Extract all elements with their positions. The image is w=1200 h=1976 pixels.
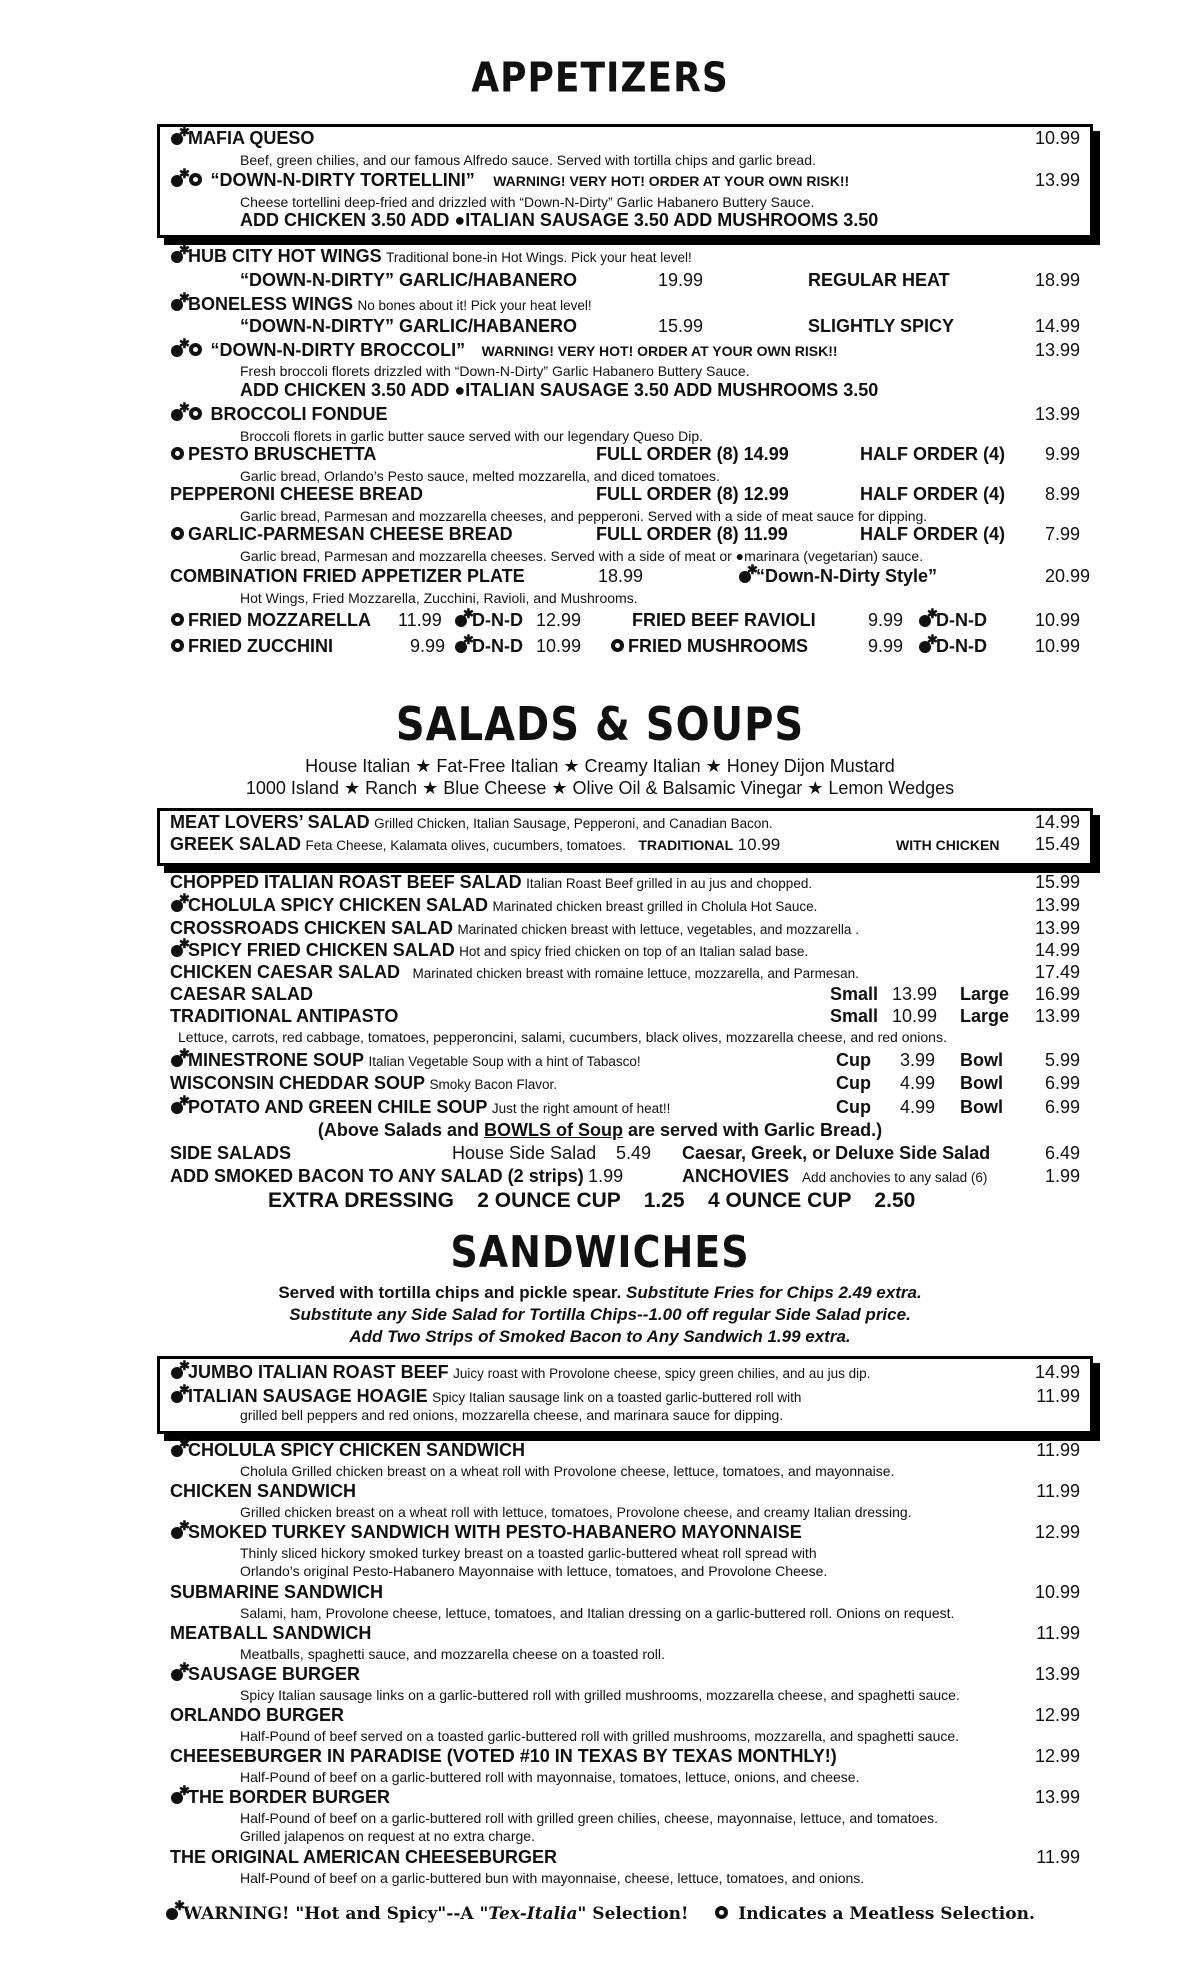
item-description: Spicy Italian sausage links on a garlic-buttered roll with grilled mushrooms, mozzarella cheese, and spaghetti sauce.: [240, 1687, 960, 1703]
hot-and-spicy-icon: [170, 1524, 188, 1539]
item-description: grilled bell peppers and red onions, mozzarella cheese, and marinara sauce for dipping.: [240, 1407, 784, 1423]
fried-row: FRIED MOZZARELLA 11.99 ✱ D-N-D 12.99 FRIED BEEF RAVIOLI 9.99 ✱ D-N-D 10.99: [170, 610, 1080, 631]
menu-item: GARLIC-PARMESAN CHEESE BREAD FULL ORDER (8) 11.99 HALF ORDER (4) 7.99: [170, 524, 1080, 545]
menu-item: PESTO BRUSCHETTA FULL ORDER (8) 14.99 HALF ORDER (4) 9.99: [170, 444, 1080, 465]
item-description: Garlic bread, Orlando’s Pesto sauce, melted mozzarella, and diced tomatoes.: [240, 468, 720, 484]
dressing-list: 1000 Island ★ Ranch ★ Blue Cheese ★ Olive Oil & Balsamic Vinegar ★ Lemon Wedges: [245, 778, 955, 798]
heat-options: “DOWN-N-DIRTY” GARLIC/HABANERO 19.99 REGULAR HEAT 18.99: [240, 270, 1080, 290]
hot-and-spicy-icon: [170, 1052, 188, 1067]
menu-item: CHOPPED ITALIAN ROAST BEEF SALAD Italian Roast Beef grilled in au jus and chopped. 15.99: [170, 872, 1080, 892]
hot-and-spicy-icon: [170, 1789, 188, 1804]
fried-row: FRIED ZUCCHINI 9.99 ✱ D-N-D 10.99 FRIED MUSHROOMS 9.99 ✱ D-N-D 10.99: [170, 636, 1080, 657]
hot-and-spicy-icon: [170, 248, 188, 263]
menu-item: GREEK SALAD Feta Cheese, Kalamata olives, cucumbers, tomatoes. TRADITIONAL 10.99 WITH CHICKEN 15.49: [170, 834, 1080, 854]
hot-and-spicy-icon: [170, 296, 188, 311]
sandwich-note: Served with tortilla chips and pickle spear. Substitute Fries for Chips 2.49 extra.: [278, 1283, 922, 1302]
menu-item: ORLANDO BURGER 12.99: [170, 1705, 1080, 1725]
hot-and-spicy-icon: [170, 942, 188, 957]
item-description: Half-Pound of beef on a garlic-buttered bun with mayonnaise, cheese, lettuce, tomatoes, and onions.: [240, 1870, 865, 1886]
menu-item: ✱ “DOWN-N-DIRTY BROCCOLI” WARNING! VERY HOT! ORDER AT YOUR OWN RISK!! 13.99: [170, 340, 1080, 361]
meatless-icon: [188, 172, 206, 187]
item-description: Lettuce, carrots, red cabbage, tomatoes, pepperoncini, salami, cucumbers, black olives, mozzarella cheese, and red onions.: [178, 1029, 947, 1045]
hot-and-spicy-icon: [170, 406, 188, 421]
menu-item: TRADITIONAL ANTIPASTO Small 10.99 Large 13.99: [170, 1006, 1080, 1026]
item-description: Fresh broccoli florets drizzled with “Down-N-Dirty” Garlic Habanero Buttery Sauce.: [240, 363, 750, 379]
meatless-icon: [610, 638, 628, 653]
hot-and-spicy-icon: [170, 1364, 188, 1379]
hot-and-spicy-icon: [170, 1388, 188, 1403]
meatless-icon: [714, 1905, 732, 1920]
garlic-bread-note: (Above Salads and BOWLS of Soup are served with Garlic Bread.): [317, 1120, 883, 1140]
menu-item: ✱CHOLULA SPICY CHICKEN SANDWICH 11.99: [170, 1440, 1080, 1461]
menu-item: ✱ “DOWN-N-DIRTY TORTELLINI” WARNING! VERY HOT! ORDER AT YOUR OWN RISK!! 13.99: [170, 170, 1080, 191]
soup-item: WISCONSIN CHEDDAR SOUP Smoky Bacon Flavor. Cup 4.99 Bowl 6.99: [170, 1073, 1080, 1093]
menu-item: ✱CHOLULA SPICY CHICKEN SALAD Marinated chicken breast grilled in Cholula Hot Sauce. 13.99: [170, 895, 1080, 916]
side-salads: SIDE SALADS House Side Salad 5.49 Caesar, Greek, or Deluxe Side Salad 6.49: [170, 1143, 1080, 1163]
menu-item: CHEESEBURGER IN PARADISE (VOTED #10 IN TEXAS BY TEXAS MONTHLY!) 12.99: [170, 1746, 1080, 1766]
salads-title: SALADS & SOUPS: [395, 698, 805, 752]
menu-item: ✱BONELESS WINGS No bones about it! Pick your heat level!: [170, 294, 1080, 315]
add-ons: ADD CHICKEN 3.50 ADD ●ITALIAN SAUSAGE 3.50 ADD MUSHROOMS 3.50: [240, 380, 879, 400]
meatless-icon: [170, 446, 188, 461]
menu-item: ✱ BROCCOLI FONDUE 13.99: [170, 404, 1080, 425]
dressing-list: House Italian ★ Fat-Free Italian ★ Creamy Italian ★ Honey Dijon Mustard: [305, 756, 895, 776]
sandwich-note: Add Two Strips of Smoked Bacon to Any Sandwich 1.99 extra.: [349, 1327, 851, 1346]
meatless-icon: [170, 526, 188, 541]
item-description: Garlic bread, Parmesan and mozzarella cheeses. Served with a side of meat or ●marinara (vegetarian) sauce.: [240, 548, 924, 564]
menu-item: ✱JUMBO ITALIAN ROAST BEEF Juicy roast with Provolone cheese, spicy green chilies, and au jus dip. 14.99: [170, 1362, 1080, 1383]
extra-dressing: EXTRA DRESSING 2 OUNCE CUP 1.25 4 OUNCE CUP 2.50: [268, 1189, 916, 1212]
hot-and-spicy-icon: [170, 1666, 188, 1681]
hot-and-spicy-icon: [165, 1905, 183, 1920]
hot-and-spicy-icon: [170, 897, 188, 912]
item-description: Thinly sliced hickory smoked turkey breast on a toasted garlic-buttered wheat roll spread with: [240, 1545, 817, 1561]
item-description: Hot Wings, Fried Mozzarella, Zucchini, Ravioli, and Mushrooms.: [240, 590, 638, 606]
hot-and-spicy-icon: [738, 568, 756, 583]
menu-item: THE ORIGINAL AMERICAN CHEESEBURGER 11.99: [170, 1847, 1080, 1867]
item-description: Half-Pound of beef on a garlic-buttered roll with mayonnaise, tomatoes, lettuce, onions, and cheese.: [240, 1769, 860, 1785]
menu-item: PEPPERONI CHEESE BREAD FULL ORDER (8) 12.99 HALF ORDER (4) 8.99: [170, 484, 1080, 504]
hot-and-spicy-icon: [170, 1099, 188, 1114]
item-description: Salami, ham, Provolone cheese, lettuce, tomatoes, and Italian dressing on a garlic-buttered roll. Onions on request.: [240, 1605, 955, 1621]
menu-item: CHICKEN SANDWICH 11.99: [170, 1481, 1080, 1501]
item-description: Garlic bread, Parmesan and mozzarella cheeses, and pepperoni. Served with a side of meat sauce for dipping.: [240, 508, 928, 524]
heat-options: “DOWN-N-DIRTY” GARLIC/HABANERO 15.99 SLIGHTLY SPICY 14.99: [240, 316, 1080, 336]
item-description: Half-Pound of beef on a garlic-buttered roll with grilled green chilies, cheese, mayonnaise, lettuce, and tomatoes.: [240, 1810, 939, 1826]
meatless-icon: [170, 638, 188, 653]
item-description: Meatballs, spaghetti sauce, and mozzarella cheese on a toasted roll.: [240, 1646, 665, 1662]
hot-and-spicy-icon: [170, 172, 188, 187]
legend: ✱WARNING! "Hot and Spicy"--A "Tex-Italia" Selection! Indicates a Meatless Selection.: [0, 1904, 1200, 1924]
soup-item: ✱MINESTRONE SOUP Italian Vegetable Soup with a hint of Tabasco! Cup 3.99 Bowl 5.99: [170, 1050, 1080, 1071]
menu-item: COMBINATION FRIED APPETIZER PLATE 18.99 ✱ “Down-N-Dirty Style” 20.99: [170, 566, 1080, 587]
sandwich-note: Substitute any Side Salad for Tortilla Chips--1.00 off regular Side Salad price.: [289, 1305, 911, 1324]
hot-and-spicy-icon: [170, 1442, 188, 1457]
appetizers-title: APPETIZERS: [471, 54, 729, 103]
add-ons: ADD SMOKED BACON TO ANY SALAD (2 strips) 1.99 ANCHOVIES Add anchovies to any salad (6) 1.99: [170, 1166, 1080, 1186]
menu-item: SUBMARINE SANDWICH 10.99: [170, 1582, 1080, 1602]
menu-item: ✱SPICY FRIED CHICKEN SALAD Hot and spicy fried chicken on top of an Italian salad base. 14.99: [170, 940, 1080, 961]
menu-item: CHICKEN CAESAR SALAD Marinated chicken breast with romaine lettuce, mozzarella, and Parmesan. 17.49: [170, 962, 1080, 982]
menu-item: MEATBALL SANDWICH 11.99: [170, 1623, 1080, 1643]
menu-item: CROSSROADS CHICKEN SALAD Marinated chicken breast with lettuce, vegetables, and mozzarella . 13.99: [170, 918, 1080, 938]
menu-item: MEAT LOVERS’ SALAD Grilled Chicken, Italian Sausage, Pepperoni, and Canadian Bacon. 14.99: [170, 812, 1080, 832]
item-description: Beef, green chilies, and our famous Alfredo sauce. Served with tortilla chips and garlic bread.: [240, 152, 816, 168]
item-description: Grilled jalapenos on request at no extra charge.: [240, 1828, 535, 1844]
sandwiches-title: SANDWICHES: [450, 1226, 750, 1278]
hot-and-spicy-icon: [918, 638, 936, 653]
meatless-icon: [188, 342, 206, 357]
menu-item: ✱SMOKED TURKEY SANDWICH WITH PESTO-HABANERO MAYONNAISE 12.99: [170, 1522, 1080, 1543]
item-description: Broccoli florets in garlic butter sauce served with our legendary Queso Dip.: [240, 428, 703, 444]
hot-and-spicy-icon: [918, 612, 936, 627]
item-description: Cheese tortellini deep-fried and drizzled with “Down-N-Dirty” Garlic Habanero Buttery Sauce.: [240, 194, 815, 210]
item-description: Grilled chicken breast on a wheat roll with lettuce, tomatoes, Provolone cheese, and creamy Italian dressing.: [240, 1504, 912, 1520]
hot-and-spicy-icon: [170, 342, 188, 357]
meatless-icon: [188, 406, 206, 421]
item-description: Half-Pound of beef served on a toasted garlic-buttered roll with grilled mushrooms, mozzarella, and spaghetti sauce.: [240, 1728, 960, 1744]
soup-item: ✱POTATO AND GREEN CHILE SOUP Just the right amount of heat!! Cup 4.99 Bowl 6.99: [170, 1097, 1080, 1118]
menu-item: CAESAR SALAD Small 13.99 Large 16.99: [170, 984, 1080, 1004]
item-description: Orlando’s original Pesto-Habanero Mayonnaise with lettuce, tomatoes, and Provolone Cheese.: [240, 1563, 828, 1579]
menu-item: ✱MAFIA QUESO 10.99: [170, 128, 1080, 149]
menu-item: ✱SAUSAGE BURGER 13.99: [170, 1664, 1080, 1685]
menu-item: ✱ITALIAN SAUSAGE HOAGIE Spicy Italian sausage link on a toasted garlic-buttered roll with 11.99: [170, 1386, 1080, 1407]
meatless-icon: [170, 612, 188, 627]
item-description: Cholula Grilled chicken breast on a wheat roll with Provolone cheese, lettuce, tomatoes, and mayonnaise.: [240, 1463, 895, 1479]
hot-and-spicy-icon: [454, 612, 472, 627]
menu-item: ✱HUB CITY HOT WINGS Traditional bone-in Hot Wings. Pick your heat level!: [170, 246, 1080, 267]
add-ons: ADD CHICKEN 3.50 ADD ●ITALIAN SAUSAGE 3.50 ADD MUSHROOMS 3.50: [240, 210, 879, 230]
hot-and-spicy-icon: [454, 638, 472, 653]
menu-item: ✱THE BORDER BURGER 13.99: [170, 1787, 1080, 1808]
hot-and-spicy-icon: [170, 130, 188, 145]
